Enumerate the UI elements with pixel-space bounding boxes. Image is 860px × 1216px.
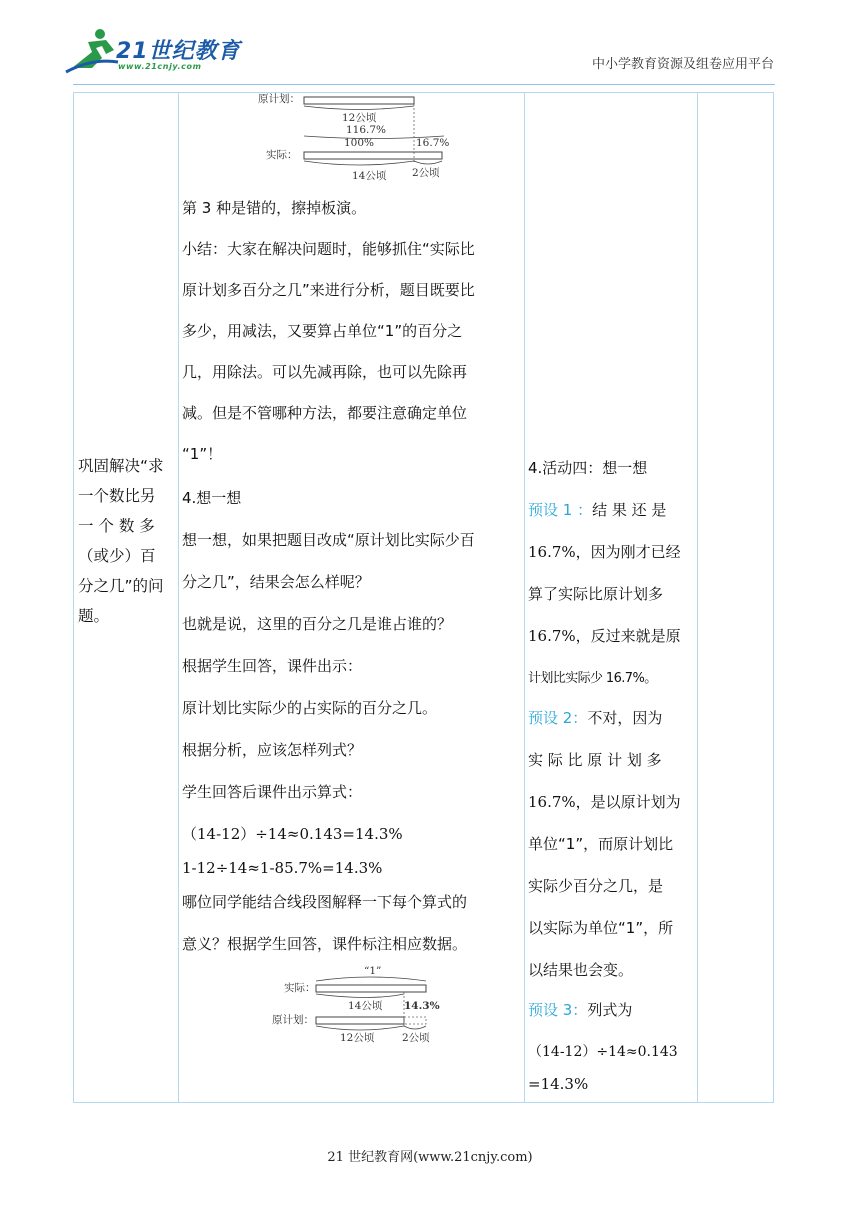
text-line: 意义？根据学生回答，课件标注相应数据。	[182, 935, 468, 953]
diagram-plan-amount: 12公顷	[342, 112, 377, 124]
preset-label: 预设 2：	[528, 709, 588, 727]
diagram-pct-extra: 16.7%	[416, 137, 450, 149]
diagram-pct-base: 100%	[344, 137, 375, 149]
text-line: 减。但是不管哪种方法，都要注意确定单位	[182, 404, 468, 422]
preset-line	[528, 999, 632, 1020]
goal-line: （或少）百	[78, 547, 156, 565]
activity-title	[528, 457, 647, 478]
logo-url: www.21cnjy.com	[118, 62, 202, 71]
text-line: 分之几”，结果会怎么样呢？	[182, 573, 370, 591]
text-line: 根据分析，应该怎样列式？	[182, 741, 363, 759]
preset-line	[528, 499, 666, 520]
preset-text: 列式为	[587, 1001, 633, 1019]
diagram-pct: 14.3%	[404, 1000, 440, 1012]
diagram-pct-total: 116.7%	[346, 124, 387, 136]
goal-line: 分之几”的问	[78, 577, 164, 595]
goal-cell	[78, 451, 176, 631]
logo-text: 21世纪教育	[116, 39, 241, 64]
preset-line: 算了实际比原计划多	[528, 585, 664, 603]
line-segment-diagram-top	[254, 93, 454, 185]
diagram-diff-amount: 2公顷	[402, 1032, 430, 1044]
text-line: 学生回答后课件出示算式：	[182, 783, 363, 801]
goal-line: 巩固解决“求	[78, 457, 164, 475]
formula-line: （14-12）÷14≈0.143=14.3%	[182, 825, 403, 843]
preset-label: 预设 1 ：	[528, 501, 593, 519]
formula-line: 1-12÷14≈1-85.7%=14.3%	[182, 859, 383, 877]
preset-line: 实际少百分之几，是	[528, 877, 664, 895]
column-divider	[178, 93, 179, 1102]
goal-line: 一个数比另	[78, 487, 156, 505]
page-footer: 21 世纪教育网(www.21cnjy.com)	[327, 1150, 533, 1165]
goal-line: 一 个 数 多	[78, 517, 155, 535]
text-line: 原计划多百分之几”来进行分析，题目既要比	[182, 281, 475, 299]
preset-line: 16.7%，是以原计划为	[528, 793, 681, 811]
preset-label: 预设 3：	[528, 1001, 588, 1019]
goal-line: 题。	[78, 607, 110, 625]
text-line: 想一想，如果把题目改成“原计划比实际少百	[182, 531, 475, 549]
text-line: 多少，用减法，又要算占单位“1”的百分之	[182, 322, 463, 340]
diagram-actual-amount: 14公顷	[352, 170, 387, 182]
text-line: 第 3 种是错的，擦掉板演。	[182, 199, 367, 217]
text-line: 根据学生回答，课件出示：	[182, 657, 363, 675]
section-heading: 4.想一想	[182, 489, 242, 507]
preset-line: 实 际 比 原 计 划 多	[528, 751, 662, 769]
preset-line: 以实际为单位“1”，所	[528, 919, 674, 937]
preset-text: 不对，因为	[587, 709, 663, 727]
preset-line: 以结果也会变。	[528, 961, 634, 979]
page-header	[0, 0, 860, 90]
diagram-plan-amount: 12公顷	[340, 1032, 375, 1044]
diagram-actual-amount: 14公顷	[348, 1000, 383, 1012]
diagram-plan-label: 原计划：	[258, 93, 300, 105]
line-segment-diagram-bottom	[270, 961, 460, 1053]
preset-line: 16.7%，因为刚才已经	[528, 543, 681, 561]
column-divider	[524, 93, 525, 1102]
diagram-plan-label: 原计划：	[272, 1014, 314, 1026]
column-divider	[697, 93, 698, 1102]
text-line: 几，用除法。可以先减再除，也可以先除再	[182, 363, 468, 381]
formula-line: （14-12）÷14≈0.143	[528, 1044, 678, 1060]
preset-text: 结 果 还 是	[592, 501, 667, 519]
preset-line: 单位“1”，而原计划比	[528, 835, 674, 853]
activity-title-text: 4.活动四：想一想	[528, 459, 648, 477]
text-line: 小结：大家在解决问题时，能够抓住“实际比	[182, 240, 475, 258]
platform-title: 中小学教育资源及组卷应用平台	[591, 57, 774, 72]
text-line: 原计划比实际少的占实际的百分之几。	[182, 699, 438, 717]
text-line: 哪位同学能结合线段图解释一下每个算式的	[182, 893, 468, 911]
lesson-table	[73, 92, 774, 1103]
text-line: 也就是说，这里的百分之几是谁占谁的？	[182, 615, 453, 633]
diagram-actual-label: 实际：	[266, 149, 298, 161]
header-divider	[73, 84, 775, 85]
text-line: “1”！	[182, 445, 223, 463]
diagram-actual-label: 实际：	[284, 982, 316, 994]
preset-line	[528, 707, 662, 728]
preset-line: 计划比实际少 16.7%。	[528, 671, 657, 686]
diagram-extra-amount: 2公顷	[412, 167, 440, 179]
formula-line: =14.3%	[528, 1075, 589, 1093]
diagram-unit-label: “1”	[364, 965, 382, 977]
preset-line: 16.7%，反过来就是原	[528, 627, 681, 645]
